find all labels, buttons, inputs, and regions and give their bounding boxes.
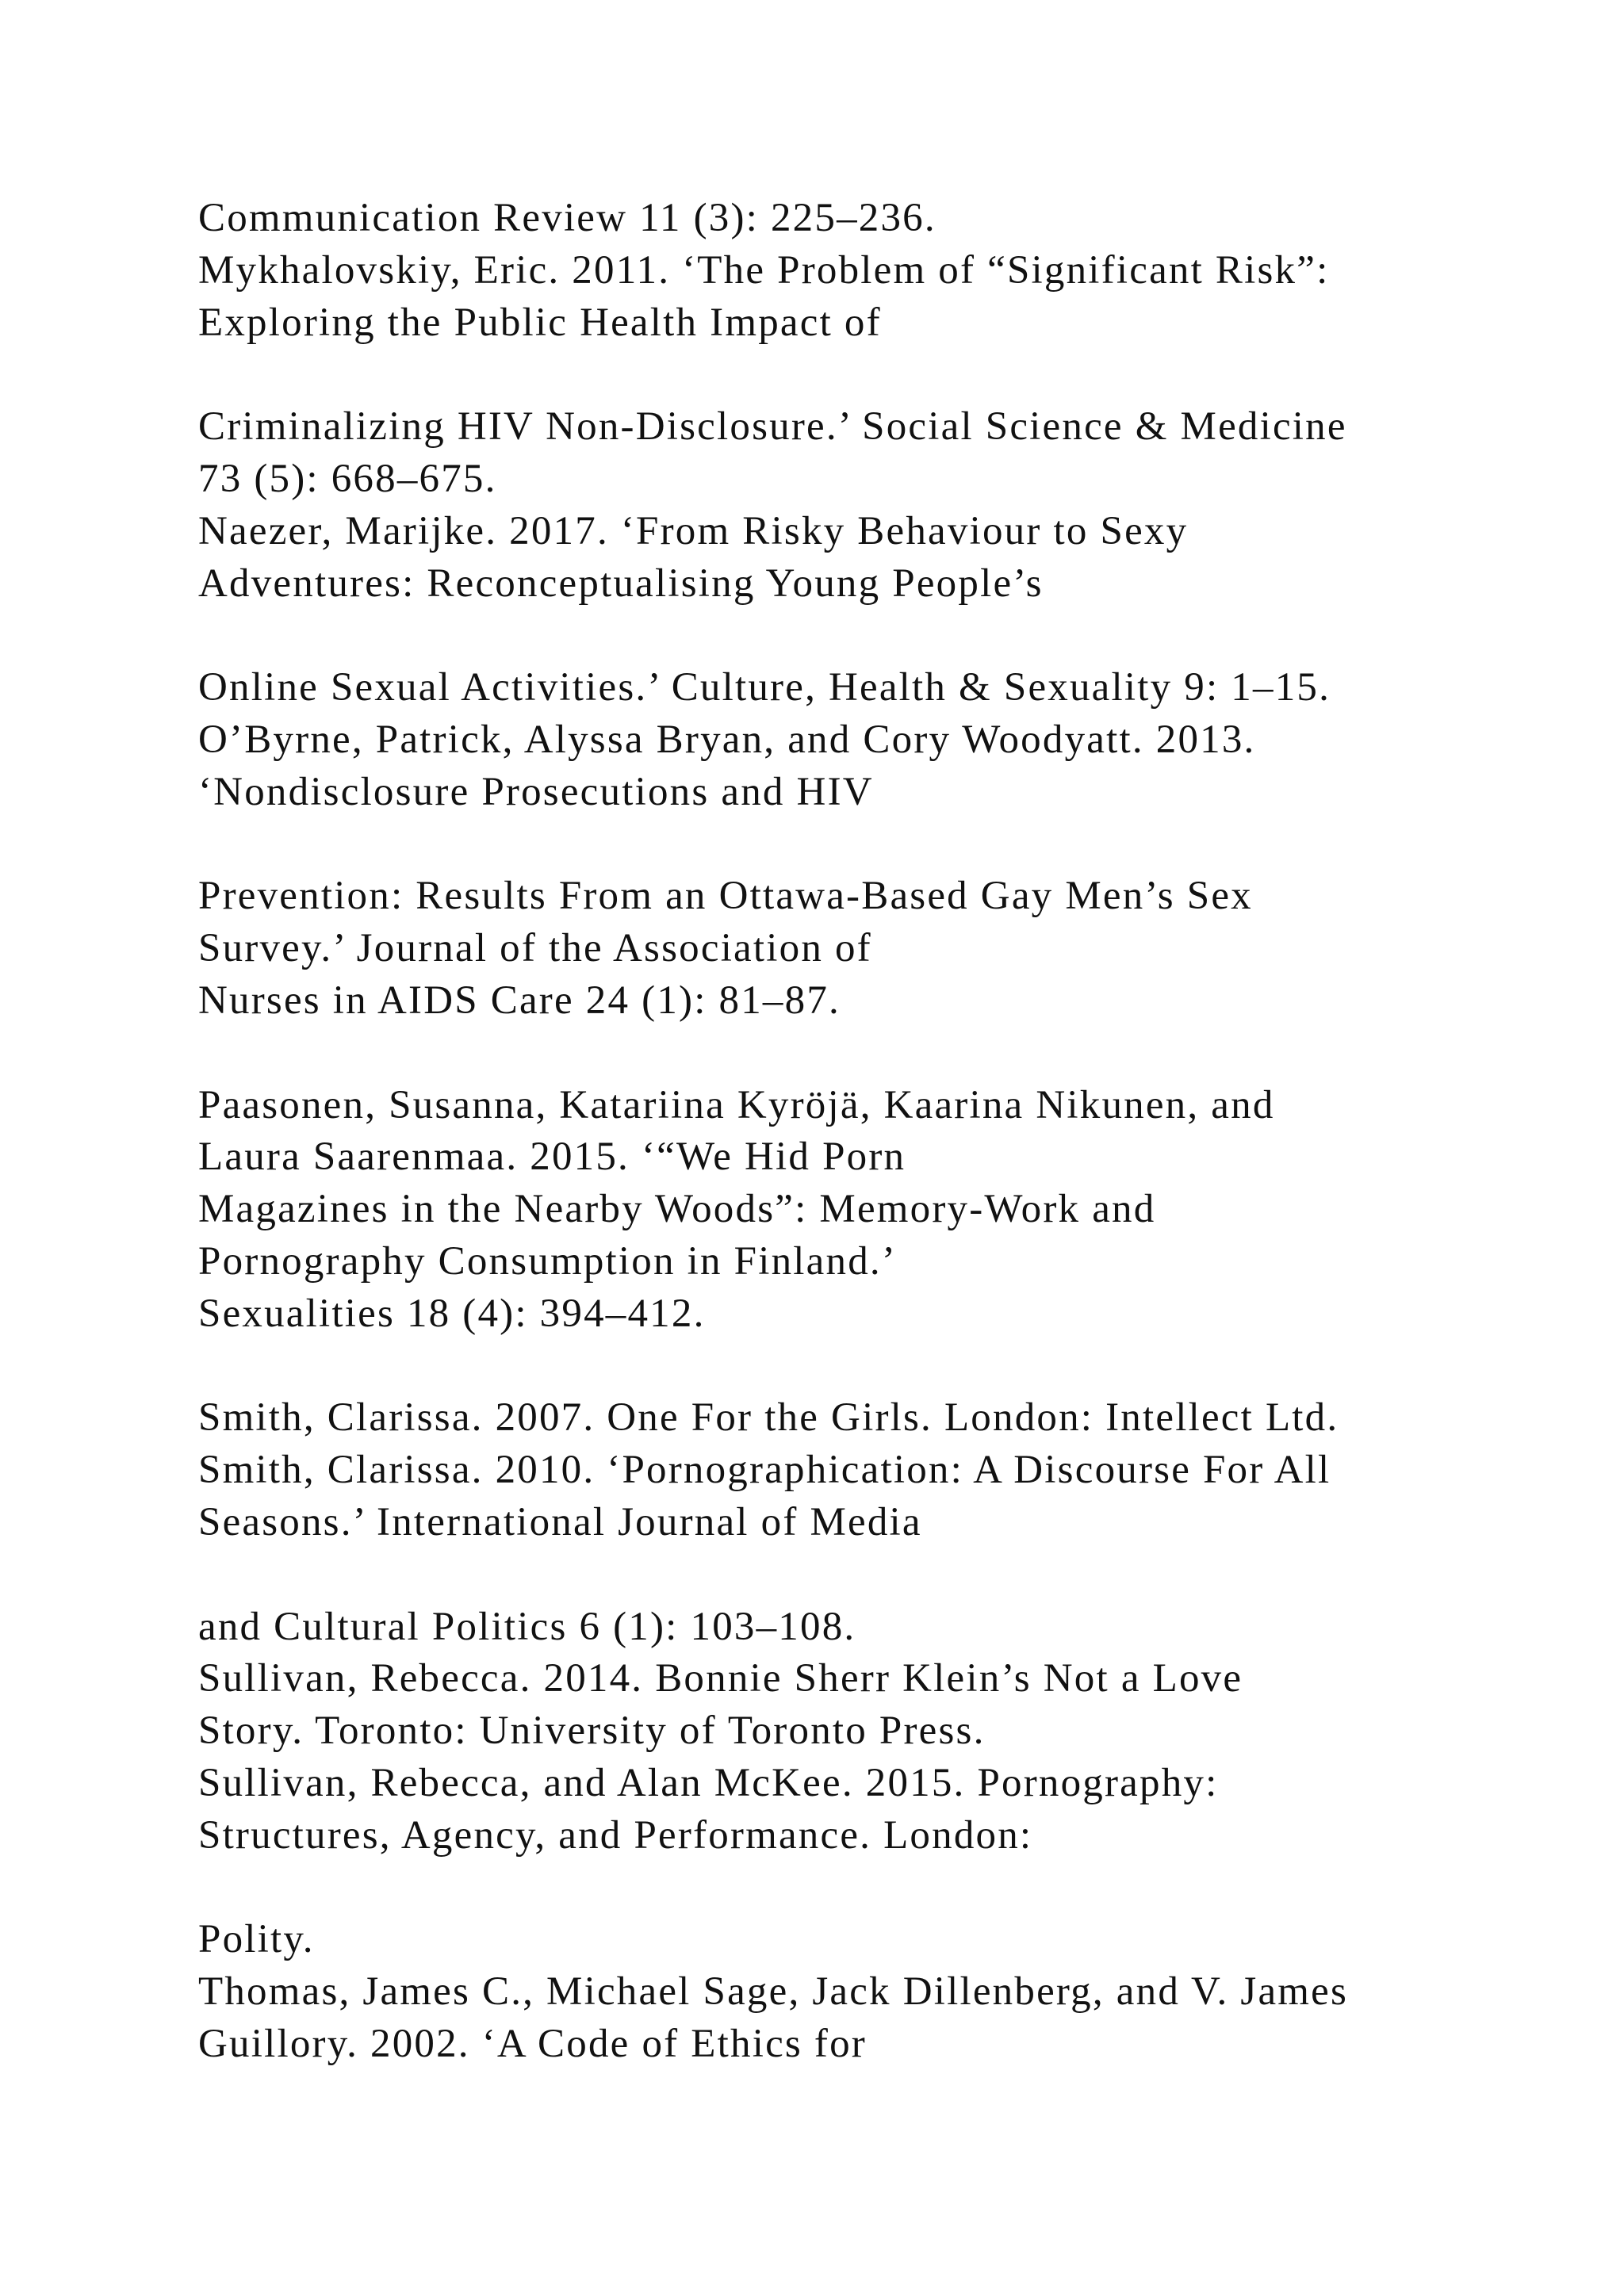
reference-line: Sullivan, Rebecca. 2014. Bonnie Sherr Klein’s Not a Love: [198, 1656, 1243, 1701]
reference-line: Naezer, Marijke. 2017. ‘From Risky Behaviour to Sexy: [198, 508, 1189, 553]
reference-line: Story. Toronto: University of Toronto Press.: [198, 1709, 986, 1754]
blank-line: [198, 1862, 1546, 1915]
reference-line: 73 (5): 668–675.: [198, 456, 497, 501]
reference-line: Pornography Consumption in Finland.’: [198, 1238, 898, 1284]
reference-line: Criminalizing HIV Non-Disclosure.’ Social Science & Medicine: [198, 404, 1347, 450]
reference-line: Smith, Clarissa. 2010. ‘Pornographication: A Discourse For All: [198, 1448, 1331, 1493]
reference-line: ‘Nondisclosure Prosecutions and HIV: [198, 769, 874, 814]
reference-line: Polity.: [198, 1917, 315, 1962]
reference-line: Prevention: Results From an Ottawa-Based Gay Men’s Sex: [198, 874, 1253, 919]
reference-line: Sexualities 18 (4): 394–412.: [198, 1291, 706, 1336]
reference-line: Laura Saarenmaa. 2015. ‘“We Hid Porn: [198, 1135, 906, 1180]
reference-line: Guillory. 2002. ‘A Code of Ethics for: [198, 2021, 867, 2066]
reference-line: Online Sexual Activities.’ Culture, Health & Sexuality 9: 1–15.: [198, 665, 1331, 710]
reference-line: O’Byrne, Patrick, Alyssa Bryan, and Cory Woodyatt. 2013.: [198, 717, 1256, 762]
reference-line: Structures, Agency, and Performance. London:: [198, 1812, 1033, 1858]
blank-line: [198, 1549, 1546, 1601]
reference-line: Sullivan, Rebecca, and Alan McKee. 2015. Pornography:: [198, 1760, 1219, 1805]
reference-line: Magazines in the Nearby Woods”: Memory-Work and: [198, 1187, 1156, 1232]
blank-line: [198, 1027, 1546, 1080]
blank-line: [198, 1341, 1546, 1393]
reference-line: and Cultural Politics 6 (1): 103–108.: [198, 1604, 856, 1649]
reference-list: [198, 193, 1546, 2071]
reference-line: Seasons.’ International Journal of Media: [198, 1499, 922, 1544]
reference-line: Communication Review 11 (3): 225–236.: [198, 196, 936, 240]
blank-line: [198, 610, 1546, 662]
blank-line: [198, 819, 1546, 871]
reference-line: Mykhalovskiy, Eric. 2011. ‘The Problem of “Significant Risk”:: [198, 247, 1330, 293]
reference-line: Adventures: Reconceptualising Young People’s: [198, 561, 1044, 606]
reference-line: Thomas, James C., Michael Sage, Jack Dillenberg, and V. James: [198, 1969, 1349, 2015]
reference-line: Paasonen, Susanna, Katariina Kyröjä, Kaarina Nikunen, and: [198, 1082, 1275, 1127]
reference-line: Survey.’ Journal of the Association of: [198, 926, 872, 971]
reference-line: Smith, Clarissa. 2007. One For the Girls. London: Intellect Ltd.: [198, 1395, 1339, 1441]
blank-line: [198, 349, 1546, 401]
reference-line: Exploring the Public Health Impact of: [198, 300, 882, 345]
reference-line: Nurses in AIDS Care 24 (1): 81–87.: [198, 978, 841, 1023]
